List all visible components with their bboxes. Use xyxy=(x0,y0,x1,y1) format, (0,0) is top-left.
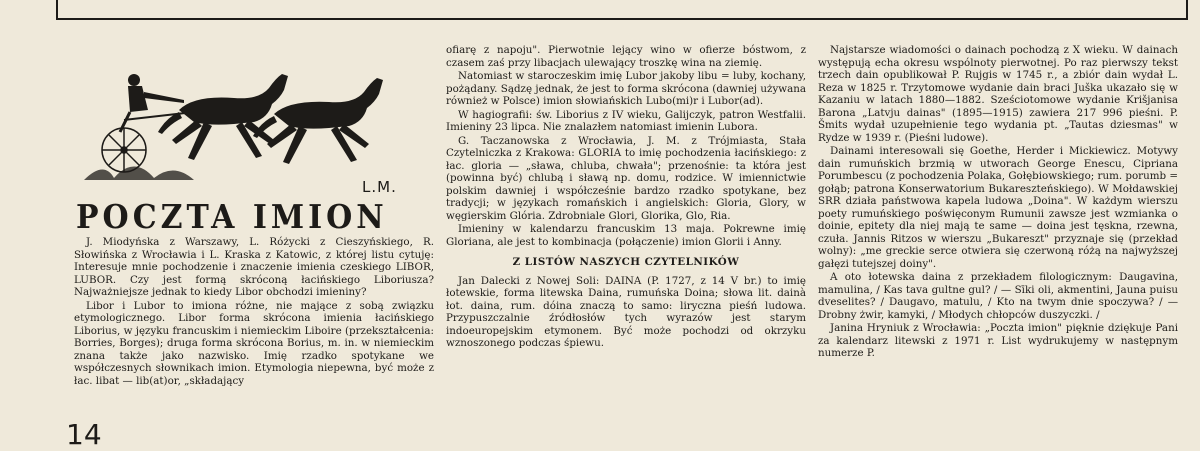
page-title: POCZTA IMION xyxy=(76,198,388,237)
sulky-wheel xyxy=(102,128,146,172)
author-initials: L.M. xyxy=(362,178,397,196)
section-heading: Z LISTÓW NASZYCH CZYTELNIKÓW xyxy=(512,256,740,268)
paragraph: Dainami interesowali się Goethe, Herder i Mickiewicz. Motywy dain rumuńskich brzmią w utworach George Enescu, Cipriana Porumbescu (z pochodzenia Polaka, Gołębiowskiego; rum. porumb = gołąb; patrona Konserwatorium Bukareszteńskiego). W Mołdawskiej SRR działa państwowa kapela ludowa „Doina". W każdym wierszu poety rumuńskiego poświęconym Rumunii zawsze jest wzmianka o doinie, epitety dla niej mają te same — doina jest tęskna, rzewna, czuła. Jannis Ritzos w wierszu „Bukareszt" przyznaje się (przekład wolny): „me greckie serce otwiera się czerwoną różą na najwyższej gałęzi tutejszej doiny". xyxy=(818,145,1178,270)
horse-left xyxy=(158,74,288,160)
driver-figure xyxy=(120,74,194,132)
paragraph: Jan Dalecki z Nowej Soli: DAINA (P. 1727, z 14 V br.) to imię łotewskie, forma litewska Daina, rumuńska Doina; słowa lit. dainà łot. daina, rum. dóina znaczą to samo: liryczna pieśń ludowa. Przypuszczalnie źródłosłów tych wyrazów jest starym indoeuropejskim etymonem. Być może pochodzi od okrzyku wznoszonego podczas śpiewu. xyxy=(446,274,806,349)
paragraph: Imieniny w kalendarzu francuskim 13 maja. Pokrewne imię Gloriana, ale jest to kombinacja (połączenie) imion Glorii i Anny. xyxy=(446,223,806,248)
grass-tufts xyxy=(84,167,194,181)
top-frame-border xyxy=(56,0,1188,20)
harness-racing-illustration xyxy=(84,40,404,190)
paragraph: Najstarsze wiadomości o dainach pochodzą z X wieku. W dainach występują echa okresu wspólnoty pierwotnej. Po raz pierwszy tekst trzech dain opublikował P. Rujgis w 1745 r., a zbiór dain wydał L. Reza w 1825 r. Trzytomowe wydanie dain braci Juška ukazało się w Kazaniu w latach 1880—1882. Sześciotomowe wydanie Krišjanisa Barona „Latvju dainas" (1895—1915) zawiera 217 996 pieśni. P. Šmits wydał uzupełnienie tego wydania pt. „Tautas dziesmas" w Rydze w 1939 r. (Pieśni ludowe). xyxy=(818,44,1178,144)
column-2 xyxy=(446,44,806,350)
page-number: 14 xyxy=(66,418,102,451)
paragraph: Libor i Lubor to imiona różne, nie mające z sobą związku etymologicznego. Libor forma skrócona imienia łacińskiego Liborius, w języku francuskim i niemieckim Liboire (przekształcenia: Borries, Borges); druga forma skrócona Borius, m. in. w niemieckim znana także jako nazwisko. Imię rzadko spotykane we współczesnych słownikach imion. Etymologia niepewna, być może z łac. libat — lib(at)or, „składający xyxy=(74,299,434,387)
paragraph: G. Taczanowska z Wrocławia, J. M. z Trójmiasta, Stała Czytelniczka z Krakowa: GLORIA to imię pochodzenia łacińskiego: z łac. gloria — „sława, chluba, chwała"; przenośnie: ta która jest (powinna być) chlubą i sławą np. domu, rodzice. W imiennictwie polskim dawniej i współcześnie bardzo rzadko spotykane, bez tradycji; w językach romańskich i angielskich: Gloria, Glory, w węgierskim Glória. Zdrobniale Glori, Glorika, Glo, Ria. xyxy=(446,134,806,222)
column-1 xyxy=(74,236,434,387)
paragraph: ofiarę z napoju". Pierwotnie lejący wino w ofierze bóstwom, z czasem zaś przy libacjach ulewający troszkę wina na ziemię. xyxy=(446,44,806,69)
paragraph: Natomiast w staroczeskim imię Lubor jakoby libu = luby, kochany, pożądany. Sądzę jednak, że jest to forma skrócona (dawniej używana również w Polsce) imion słowiańskich Lubo(mi)r i Lubor(ad). xyxy=(446,70,806,107)
paragraph: A oto łotewska daina z przekładem filologicznym: Daugavina, mamulina, / Kas tava gultne gul? / — Sīki oli, akmentini, Jauna puisu dveselites? / Daugavo, matulu, / Kto na twym dnie spoczywa? / — Drobny żwir, kamyki, / Młodych chłopców duszyczki. / xyxy=(818,271,1178,321)
paragraph: J. Miodyńska z Warszawy, L. Różycki z Cieszyńskiego, R. Słowińska z Wrocławia i L. Kraska z Katowic, z której listu cytuję: Interesuje mnie pochodzenie i znaczenie imienia czeskiego LIBOR, LUBOR. Czy jest formą skróconą łacińskiego Liboriusza? Najważniejsze jednak to kiedy Libor obchodzi imieniny? xyxy=(74,236,434,298)
paragraph: W hagiografii: św. Liborius z IV wieku, Galijczyk, patron Westfalii. Imieniny 23 lipca. Nie znalazłem natomiast imienin Lubora. xyxy=(446,108,806,133)
paragraph: Janina Hryniuk z Wrocławia: „Poczta imion" pięknie dziękuje Pani za kalendarz litewski z 1971 r. List wydrukujemy w następnym numerze P. xyxy=(818,322,1178,359)
column-3 xyxy=(818,44,1178,360)
